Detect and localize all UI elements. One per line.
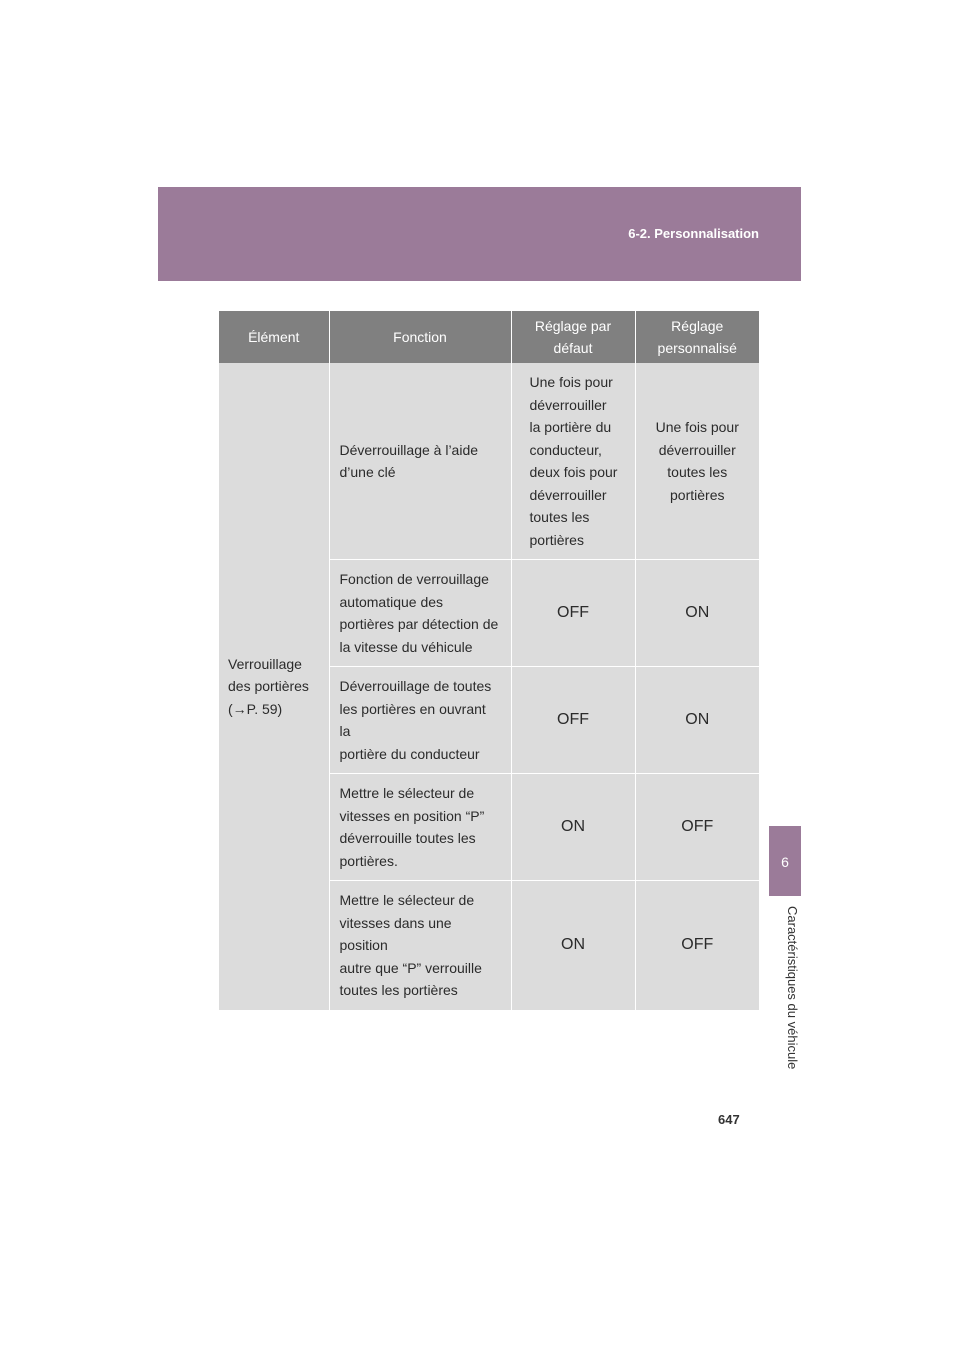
custom-cell: Une fois pour déverrouiller toutes les portières: [635, 363, 759, 560]
customization-table: [219, 311, 759, 1011]
section-title: 6-2. Personnalisation: [628, 226, 759, 241]
custom-cell: OFF: [635, 774, 759, 881]
custom-cell: OFF: [635, 881, 759, 1011]
default-cell: ON: [511, 774, 635, 881]
page-number: 647: [718, 1112, 740, 1127]
table-row: [219, 363, 759, 560]
chapter-number: 6: [781, 854, 789, 870]
function-cell: Mettre le sélecteur de vitesses en position “P” déverrouille toutes les portières.: [329, 774, 511, 881]
default-cell: OFF: [511, 560, 635, 667]
column-header-element: Élément: [219, 311, 329, 363]
default-cell: OFF: [511, 667, 635, 774]
function-cell: Fonction de verrouillage automatique des portières par détection de la vitesse du véhicule: [329, 560, 511, 667]
function-cell: Mettre le sélecteur de vitesses dans une position autre que “P” verrouille toutes les portières: [329, 881, 511, 1011]
column-header-function: Fonction: [329, 311, 511, 363]
function-cell: Déverrouillage de toutes les portières en ouvrant la portière du conducteur: [329, 667, 511, 774]
column-header-custom: Réglage personnalisé: [635, 311, 759, 363]
item-cell: Verrouillage des portières (→P. 59): [219, 363, 329, 1010]
default-cell: Une fois pour déverrouiller la portière du conducteur, deux fois pour déverrouiller toutes les portières: [511, 363, 635, 560]
function-cell: Déverrouillage à l’aide d’une clé: [329, 363, 511, 560]
chapter-caption: Caractéristiques du véhicule: [785, 906, 800, 1070]
custom-cell: ON: [635, 560, 759, 667]
custom-cell: ON: [635, 667, 759, 774]
header-bar: [158, 187, 801, 281]
default-cell: ON: [511, 881, 635, 1011]
chapter-tab: [769, 826, 801, 896]
table-header-row: [219, 311, 759, 363]
column-header-default: Réglage par défaut: [511, 311, 635, 363]
